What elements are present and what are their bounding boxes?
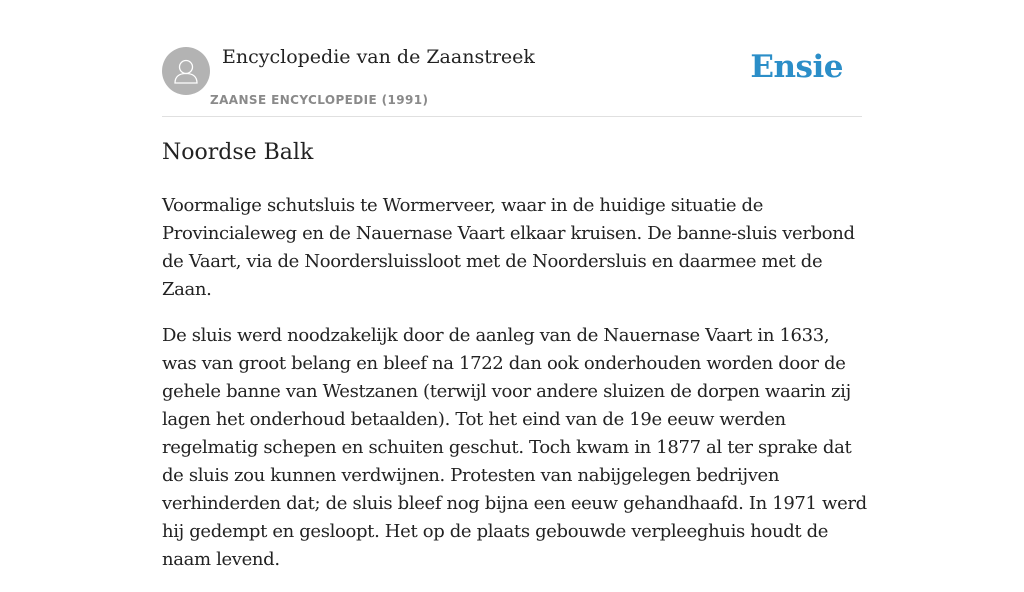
page-title: Noordse Balk xyxy=(162,140,314,165)
source-header xyxy=(162,46,862,117)
article-paragraph: Voormalige schutsluis te Wormerveer, waar in de huidige situatie de Provincialeweg en de Nauernase Vaart elkaar kruisen. De banne-sluis verbond de Vaart, via de Noordersluissloot met de Noordersluis en daarmee met de Zaan. xyxy=(162,195,855,300)
ensie-logo[interactable]: Ensie xyxy=(750,49,843,85)
source-subtitle[interactable]: ZAANSE ENCYCLOPEDIE (1991) xyxy=(210,93,429,107)
article-body xyxy=(162,192,867,592)
source-title[interactable]: Encyclopedie van de Zaanstreek xyxy=(222,46,535,68)
user-avatar-icon[interactable] xyxy=(162,47,210,95)
article-paragraph: De sluis werd noodzakelijk door de aanleg van de Nauernase Vaart in 1633, was van groot belang en bleef na 1722 dan ook onderhouden worden door de gehele banne van Westzanen (terwijl voor andere sluizen de dorpen waarin zij lagen het onderhoud betaalden). Tot het eind van de 19e eeuw werden regelmatig schepen en schuiten geschut. Toch kwam in 1877 al ter sprake dat de sluis zou kunnen verdwijnen. Protesten van nabijgelegen bedrijven verhinderden dat; de sluis bleef nog bijna een eeuw gehandhaafd. In 1971 werd hij gedempt en gesloopt. Het op de plaats gebouwde verpleeghuis houdt de naam levend. xyxy=(162,325,867,570)
